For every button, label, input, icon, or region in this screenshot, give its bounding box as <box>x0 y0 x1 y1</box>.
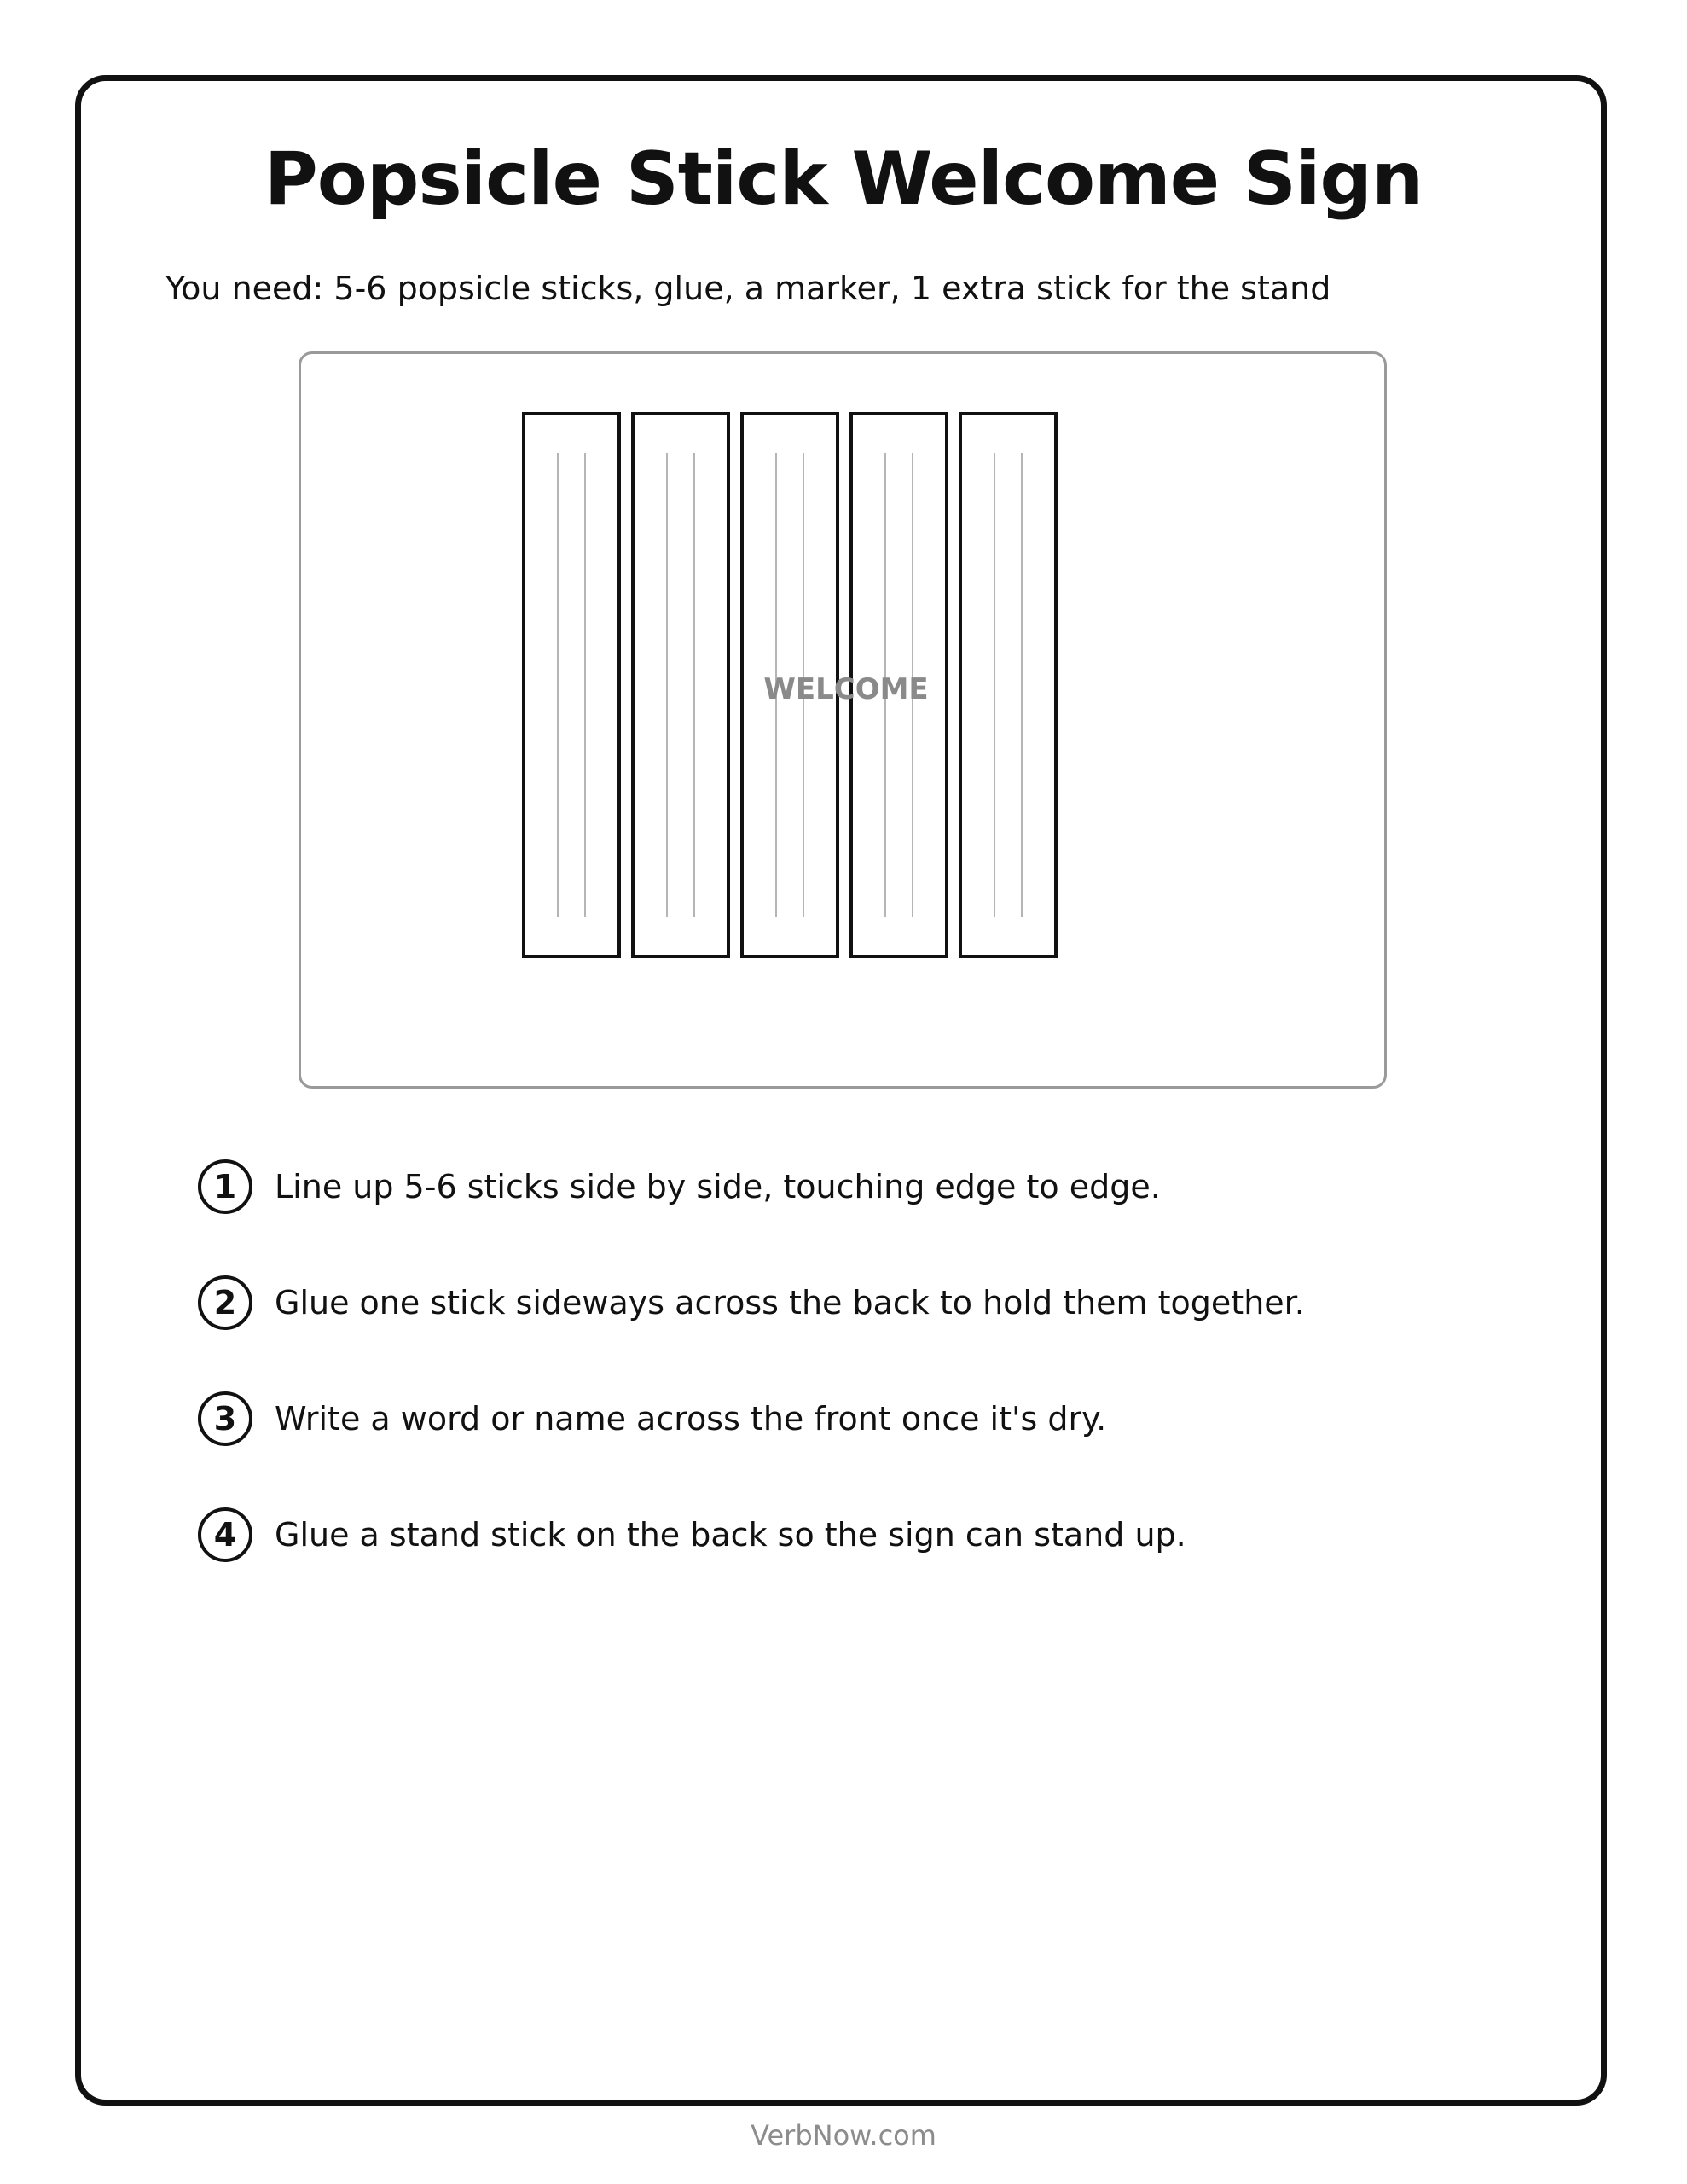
step-item <box>198 1156 1161 1217</box>
illustration-frame <box>299 351 1387 1089</box>
supplies-list: You need: 5-6 popsicle sticks, glue, a marker, 1 extra stick for the stand <box>165 270 1331 307</box>
step-number-badge: 1 <box>198 1159 252 1214</box>
popsicle-stick <box>524 414 619 956</box>
step-item <box>198 1504 1186 1565</box>
popsicle-stick <box>960 414 1056 956</box>
step-text: Glue one stick sideways across the back to hold them together. <box>275 1284 1305 1321</box>
step-text: Glue a stand stick on the back so the sign can stand up. <box>275 1516 1186 1554</box>
popsicle-stick <box>633 414 728 956</box>
step-text: Write a word or name across the front once it's dry. <box>275 1400 1107 1438</box>
step-text: Line up 5-6 sticks side by side, touching edge to edge. <box>275 1168 1161 1205</box>
step-item <box>198 1388 1106 1449</box>
step-number-badge: 4 <box>198 1507 252 1562</box>
page-title: Popsicle Stick Welcome Sign <box>264 136 1423 222</box>
step-number-badge: 2 <box>198 1275 252 1330</box>
popsicle-sign-illustration <box>301 354 1384 1086</box>
sign-word-label: WELCOME <box>763 672 929 706</box>
step-item <box>198 1272 1305 1333</box>
step-number-badge: 3 <box>198 1391 252 1446</box>
footer-watermark: VerbNow.com <box>751 2119 936 2152</box>
